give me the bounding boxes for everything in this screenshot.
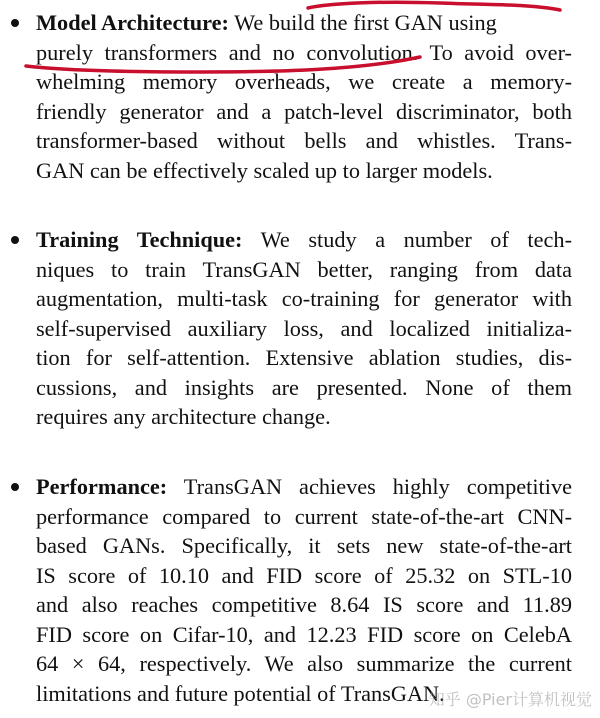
bullet-heading: Performance:: [36, 474, 168, 499]
text-line: friendly generator and a patch-level discriminator, both: [36, 98, 572, 124]
bullet-text: [36, 225, 572, 432]
text-line: [36, 472, 572, 502]
text-line: cussions, and insights are presented. None of them: [36, 374, 572, 400]
text-line: purely transformers and no convolution. To avoid over-: [36, 39, 572, 65]
text-line: niques to train TransGAN better, ranging from data: [36, 256, 572, 282]
watermark-text: 知乎 @Pier计算机视觉: [428, 690, 592, 709]
text-line: and also reaches competitive 8.64 IS score and 11.89: [36, 592, 572, 617]
text-line: FID score on Cifar-10, and 12.23 FID score on CelebA: [36, 621, 572, 647]
bullet-text: [36, 472, 572, 708]
text-line: tion for self-attention. Extensive ablation studies, dis-: [36, 345, 572, 370]
bullet-heading: Model Architecture:: [36, 10, 229, 35]
text-line: transformer-based without bells and whistles. Trans-: [36, 128, 572, 153]
text-run: We build the first GAN using: [228, 10, 497, 35]
text-line: GAN can be effectively scaled up to larger models.: [36, 157, 493, 183]
bullet-text: [36, 8, 572, 185]
text-line: [36, 8, 572, 38]
text-line: based GANs. Specifically, it sets new state-of-the-art: [36, 533, 572, 558]
text-run: We study a number of tech-: [242, 227, 572, 252]
text-line: performance compared to current state-of-the-art CNN-: [36, 503, 572, 529]
bullet-dot: [11, 19, 19, 27]
bullet-dot: [11, 483, 19, 491]
text-line: requires any architecture change.: [36, 404, 331, 429]
text-line: self-supervised auxiliary loss, and localized initializa-: [36, 315, 572, 341]
text-run: TransGAN achieves highly competitive: [167, 474, 572, 499]
text-line: augmentation, multi-task co-training for generator with: [36, 286, 572, 311]
text-line: limitations and future potential of TransGAN.: [36, 680, 445, 706]
text-line: whelming memory overheads, we create a memory-: [36, 69, 572, 94]
bullet-heading: Training Technique:: [36, 227, 243, 252]
text-line: IS score of 10.10 and FID score of 25.32 on STL-10: [36, 562, 572, 588]
text-line: [36, 225, 572, 255]
bullet-dot: [11, 236, 19, 244]
text-line: 64 × 64, respectively. We also summarize the current: [36, 651, 572, 676]
